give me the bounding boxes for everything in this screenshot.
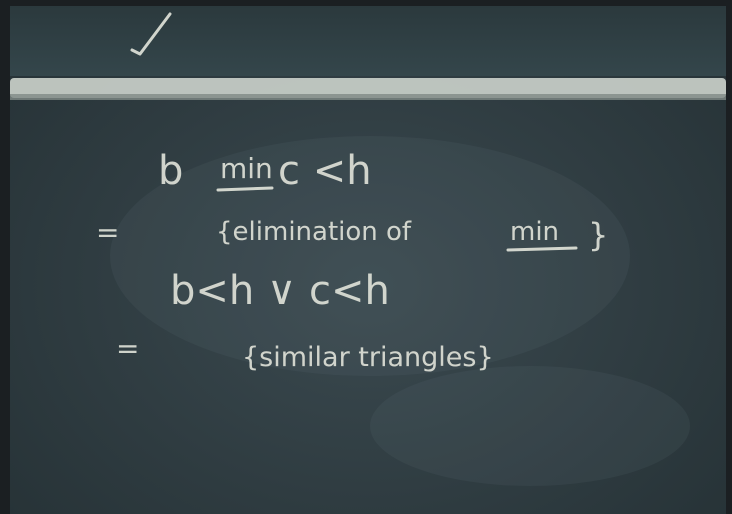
chalk-writing [10,6,726,514]
line1-left: b [158,148,184,194]
line2-min-underline [508,248,576,250]
chalk-arrow-mark [132,14,170,54]
line3: b<h ∨ c<h [170,268,390,314]
line2-hint-suffix: } [588,216,609,254]
line1-right: c <h [278,148,372,194]
line1-min-underline [218,188,272,190]
line4-hint: {similar triangles} [242,342,494,373]
line1-min: min [220,152,273,185]
blackboard [10,6,726,514]
line2-hint-prefix: {elimination of [216,217,412,247]
line2-hint-min: min [510,217,560,247]
line4-equals: = [116,332,140,365]
line2-equals: = [96,216,120,249]
